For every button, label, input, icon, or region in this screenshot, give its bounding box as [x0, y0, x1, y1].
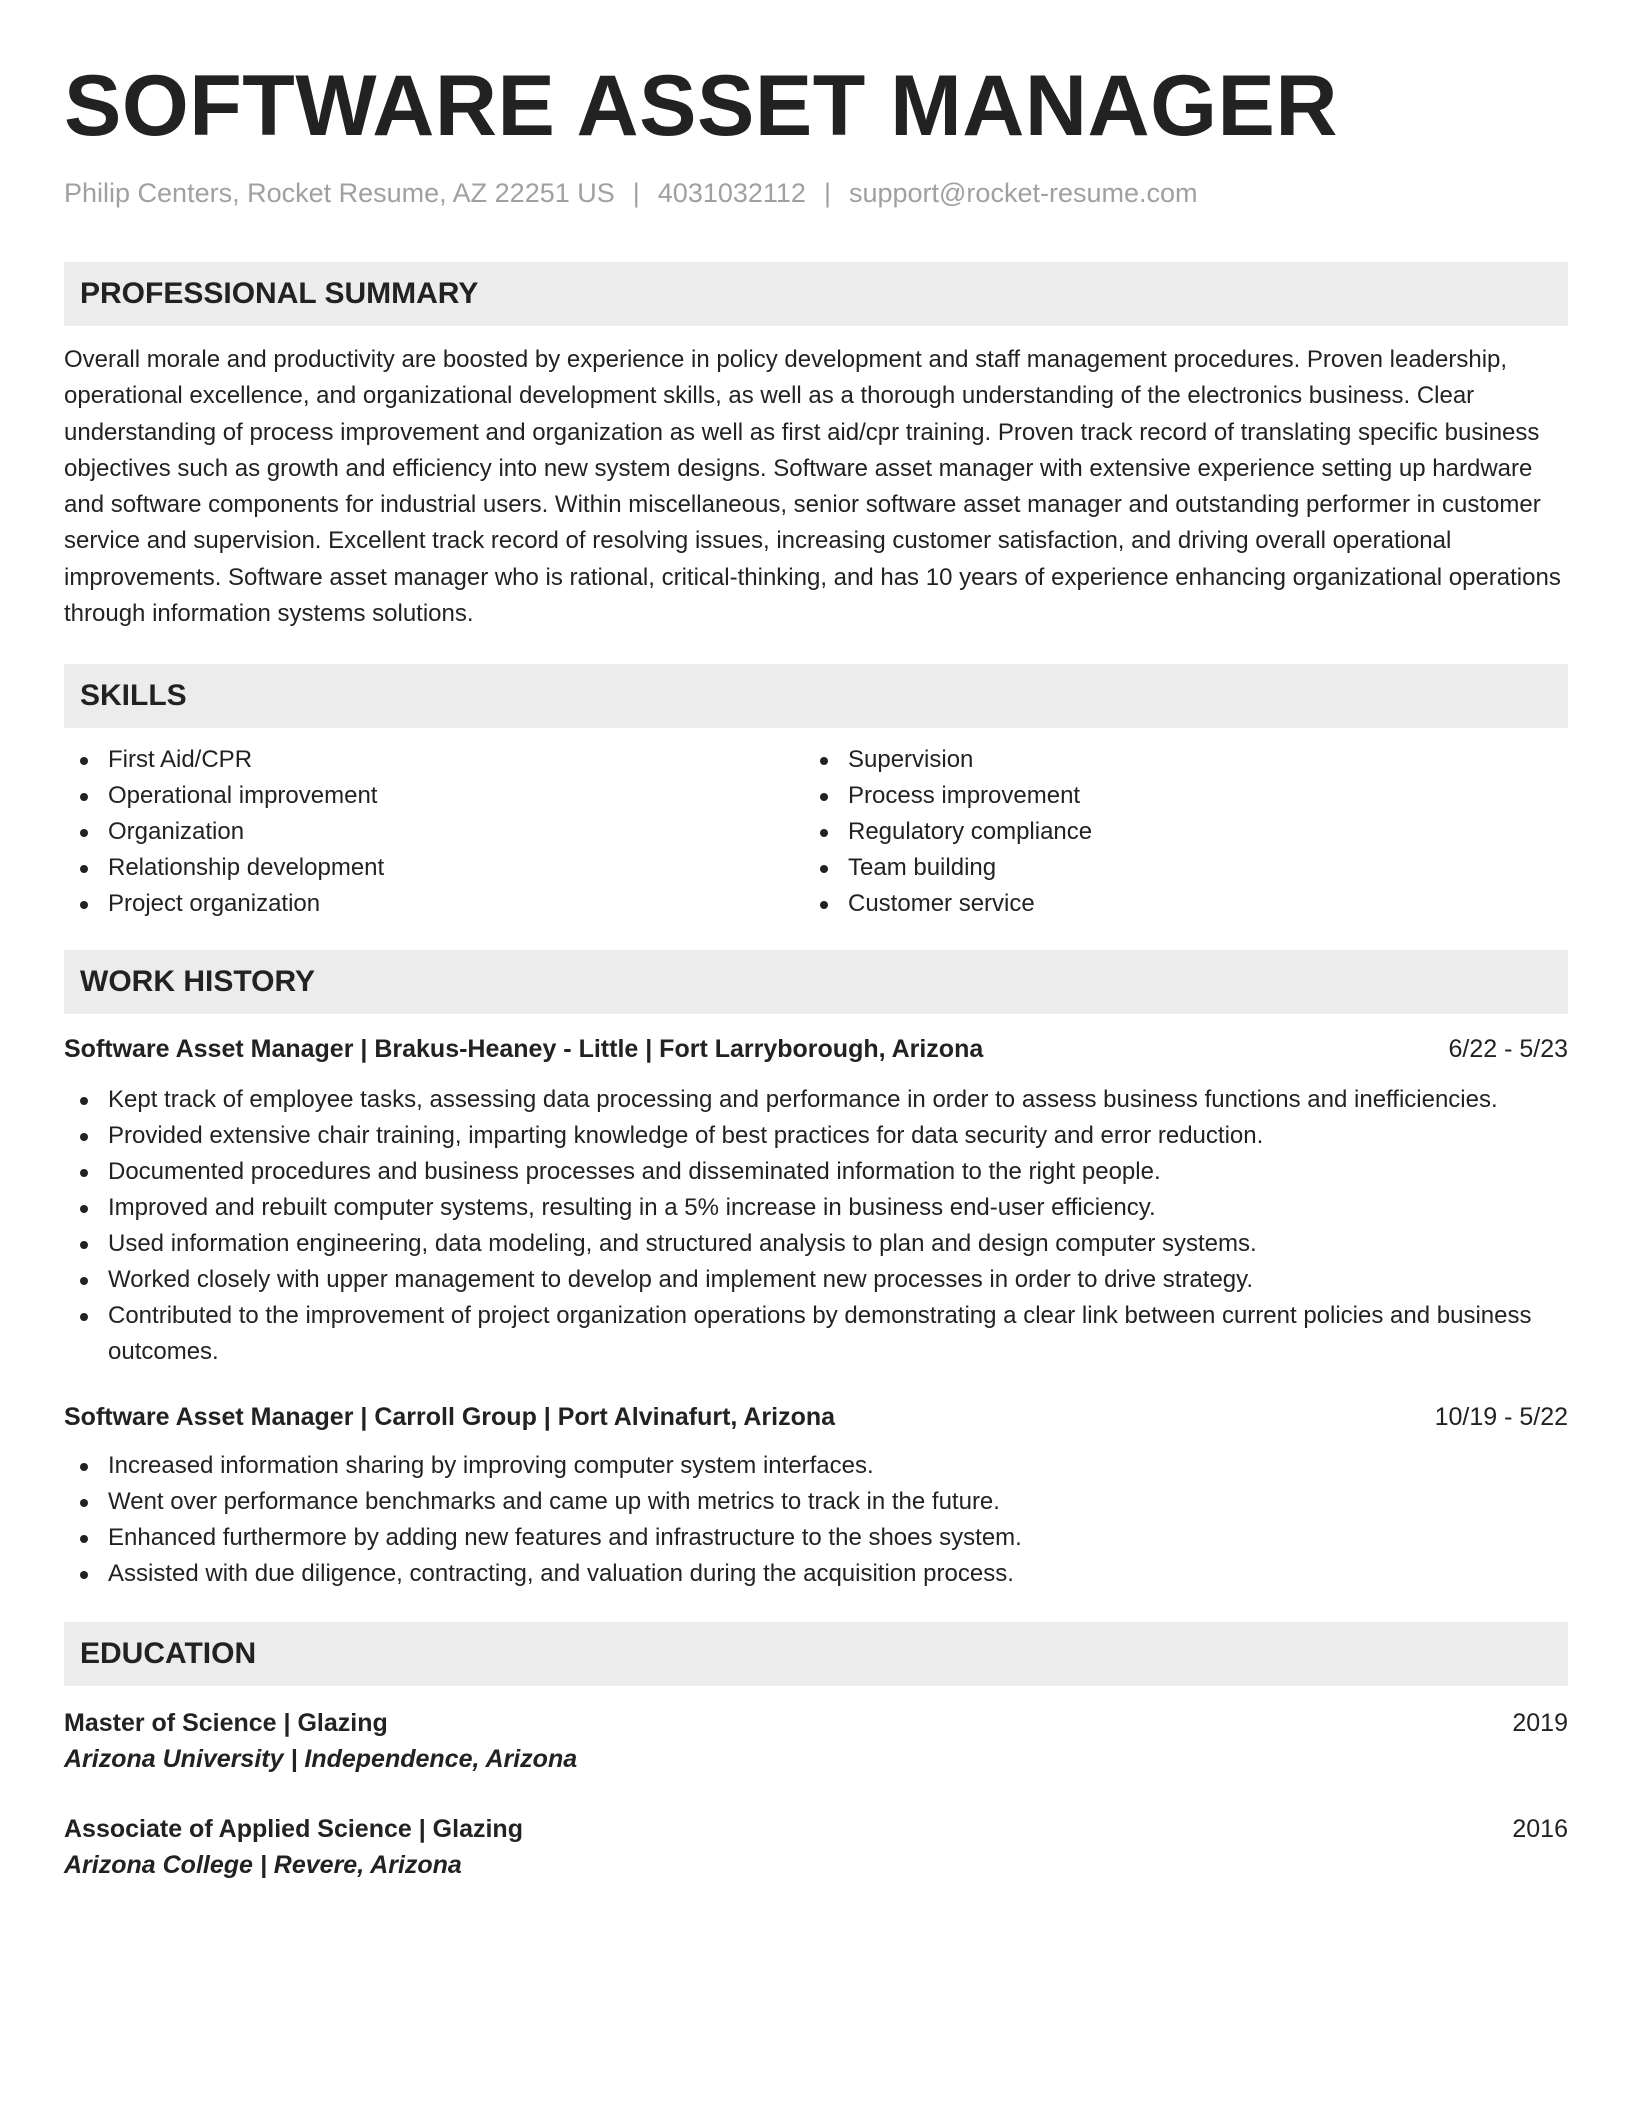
- job-bullet: Assisted with due diligence, contracting, and valuation during the acquisition process.: [64, 1556, 1568, 1592]
- job-bullet: Worked closely with upper management to develop and implement new processes in order to drive strategy.: [64, 1262, 1568, 1298]
- education-degree: Master of Science | Glazing: [64, 1709, 388, 1738]
- education-degree: Associate of Applied Science | Glazing: [64, 1815, 523, 1844]
- education-year: 2019: [1512, 1709, 1568, 1738]
- education-entry: [64, 1706, 1568, 1778]
- education-school: Arizona College | Revere, Arizona: [64, 1851, 462, 1880]
- education-entry: [64, 1812, 1568, 1884]
- skill-item: Supervision: [804, 742, 1544, 778]
- job-header: [64, 1400, 1568, 1434]
- education-school: Arizona University | Independence, Arizona: [64, 1745, 578, 1774]
- education-header: [64, 1706, 1568, 1740]
- job-bullets: [64, 1082, 1568, 1370]
- job-title: Software Asset Manager | Brakus-Heaney - Little | Fort Larryborough, Arizona: [64, 1035, 984, 1064]
- contact-separator: |: [632, 178, 640, 208]
- section-heading-education: EDUCATION: [64, 1622, 1568, 1686]
- job-bullet: Kept track of employee tasks, assessing data processing and performance in order to assess business functions and inefficiencies.: [64, 1082, 1568, 1118]
- job-header: [64, 1032, 1568, 1066]
- summary-text: Overall morale and productivity are boosted by experience in policy development and staff management procedures. Proven leadership, operational excellence, and organizational development skills, as well as a thorough understanding of the electronics business. Clear understanding of process improvement and organization as well as first aid/cpr training. Proven track record of translating specific business objectives such as growth and efficiency into new system designs. Software asset manager with extensive experience setting up hardware and software components for industrial users. Within miscellaneous, senior software asset manager and outstanding performer in customer service and supervision. Excellent track record of resolving issues, increasing customer satisfaction, and driving overall operational improvements. Software asset manager who is rational, critical-thinking, and has 10 years of experience enhancing organizational operations through information systems solutions.: [64, 346, 1561, 628]
- section-heading-skills: SKILLS: [64, 664, 1568, 728]
- education-header: [64, 1812, 1568, 1846]
- contact-phone: 4031032112: [657, 178, 806, 208]
- job-entry: [64, 1400, 1568, 1592]
- skill-item: Relationship development: [64, 850, 804, 886]
- skill-item: Team building: [804, 850, 1544, 886]
- job-bullet: Improved and rebuilt computer systems, resulting in a 5% increase in business end-user efficiency.: [64, 1190, 1568, 1226]
- job-bullet: Increased information sharing by improving computer system interfaces.: [64, 1448, 1568, 1484]
- education-year: 2016: [1512, 1815, 1568, 1844]
- job-bullet: Contributed to the improvement of project organization operations by demonstrating a clear link between current policies and business outcomes.: [64, 1298, 1568, 1370]
- job-bullet: Provided extensive chair training, imparting knowledge of best practices for data security and error reduction.: [64, 1118, 1568, 1154]
- skill-item: Process improvement: [804, 778, 1544, 814]
- skill-item: Regulatory compliance: [804, 814, 1544, 850]
- skill-item: Customer service: [804, 886, 1544, 922]
- job-bullet: Used information engineering, data modeling, and structured analysis to plan and design computer systems.: [64, 1226, 1568, 1262]
- job-dates: 10/19 - 5/22: [1434, 1403, 1568, 1432]
- job-bullets: [64, 1448, 1568, 1592]
- contact-line: [64, 176, 1568, 210]
- section-heading-work: WORK HISTORY: [64, 950, 1568, 1014]
- skill-item: First Aid/CPR: [64, 742, 804, 778]
- contact-email: support@rocket-resume.com: [848, 178, 1198, 208]
- job-bullet: Went over performance benchmarks and came up with metrics to track in the future.: [64, 1484, 1568, 1520]
- skills-list: [64, 742, 1568, 922]
- job-entry: [64, 1032, 1568, 1370]
- skills-column-left: [64, 742, 804, 922]
- skill-item: Operational improvement: [64, 778, 804, 814]
- skills-column-right: [804, 742, 1544, 922]
- job-dates: 6/22 - 5/23: [1448, 1035, 1568, 1064]
- contact-address: Philip Centers, Rocket Resume, AZ 22251 US: [64, 178, 615, 208]
- job-title: Software Asset Manager | Carroll Group | Port Alvinafurt, Arizona: [64, 1403, 836, 1432]
- job-bullet: Documented procedures and business processes and disseminated information to the right people.: [64, 1154, 1568, 1190]
- contact-separator: |: [823, 178, 831, 208]
- skill-item: Project organization: [64, 886, 804, 922]
- section-heading-summary: PROFESSIONAL SUMMARY: [64, 262, 1568, 326]
- job-bullet: Enhanced furthermore by adding new features and infrastructure to the shoes system.: [64, 1520, 1568, 1556]
- resume-name: SOFTWARE ASSET MANAGER: [64, 58, 1338, 154]
- skill-item: Organization: [64, 814, 804, 850]
